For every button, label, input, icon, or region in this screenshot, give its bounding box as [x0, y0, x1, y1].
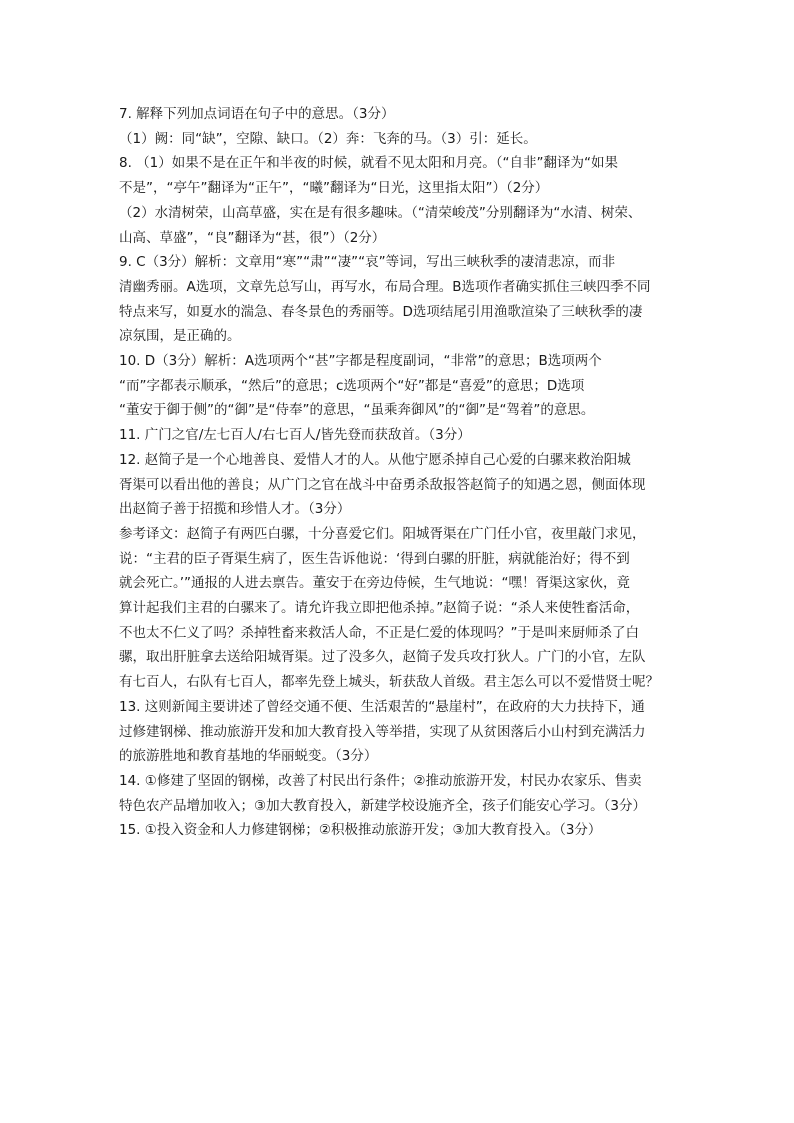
- text-line: 就会死亡。’”通报的人进去禀告。董安于在旁边侍候，生气地说：“嘿！胥渠这家伙，竟: [119, 575, 631, 592]
- text-line: 骡，取出肝脏拿去送给阳城胥渠。过了没多久，赵简子发兵攻打狄人。广门的小官，左队: [119, 649, 646, 666]
- text-line: 算计起我们主君的白骡来了。请允许我立即把他杀掉。”赵简子说：“杀人来使牲畜活命，: [119, 600, 640, 617]
- answer-text-block: [119, 102, 687, 843]
- text-line: 8. （1）如果不是在正午和半夜的时候，就看不见太阳和月亮。（“自非”翻译为“如果: [119, 155, 618, 172]
- text-line: 11. 广门之官/左七百人/右七百人/皆先登而获敌首。（3分）: [119, 427, 471, 444]
- text-line: 14. ①修建了坚固的钢梯，改善了村民出行条件；②推动旅游开发，村民办农家乐、售卖: [119, 772, 642, 789]
- text-line: 过修建钢梯、推动旅游开发和加大教育投入等举措，实现了从贫困落后小山村到充满活力: [119, 723, 646, 740]
- text-line: 10. D（3分）解析：A选项两个“甚”字都是程度副词，“非常”的意思；B选项两个: [119, 353, 602, 370]
- text-line: “董安于御于侧”的“御”是“侍奉”的意思，“虽乘奔御风”的“御”是“驾着”的意思。: [119, 402, 595, 419]
- text-line: 胥渠可以看出他的善良；从广门之官在战斗中奋勇杀敌报答赵简子的知遇之恩，侧面体现: [119, 476, 646, 493]
- text-line: 出赵简子善于招揽和珍惜人才。（3分）: [119, 501, 351, 518]
- text-line: 12. 赵简子是一个心地善良、爱惜人才的人。从他宁愿杀掉自己心爱的白骡来救治阳城: [119, 451, 631, 468]
- text-line: 特点来写，如夏水的湍急、春冬景色的秀丽等。D选项结尾引用渔歌渲染了三峡秋季的凄: [119, 303, 643, 320]
- text-line: 7. 解释下列加点词语在句子中的意思。（3分）: [119, 106, 395, 122]
- text-line: 清幽秀丽。A选项，文章先总写山，再写水，布局合理。B选项作者确实抓住三峡四季不同: [119, 278, 651, 295]
- text-line: 参考译文：赵简子有两匹白骡，十分喜爱它们。阳城胥渠在广门任小官，夜里敲门求见，: [119, 525, 646, 542]
- text-line: 说：“主君的臣子胥渠生病了，医生告诉他说：‘得到白骡的肝脏，病就能治好；得不到: [119, 550, 630, 567]
- text-line: 不是”，“亭午”翻译为“正午”，“曦”翻译为“日光，这里指太阳”）（2分）: [119, 180, 549, 197]
- text-line: 凉氛围，是正确的。: [119, 328, 241, 345]
- text-line: 9. C（3分）解析：文章用“寒”“肃”“凄”“哀”等词，写出三峡秋季的凄清悲凉，而非: [119, 254, 616, 271]
- text-line: 不也太不仁义了吗？杀掉牲畜来救活人命，不正是仁爱的体现吗？”于是叫来厨师杀了白: [119, 624, 639, 641]
- text-line: 山高、草盛”，“良”翻译为“甚，很”）（2分）: [119, 229, 386, 246]
- text-line: “而”字都表示顺承，“然后”的意思；c选项两个“好”都是“喜爱”的意思；D选项: [119, 377, 585, 394]
- text-line: （1）阙：同“缺”，空隙、缺口。（2）奔：飞奔的马。（3）引：延长。: [119, 130, 537, 147]
- text-line: 有七百人，右队有七百人，都率先登上城头，斩获敌人首级。君主怎么可以不爱惜贤士呢？: [119, 674, 659, 691]
- text-line: 13. 这则新闻主要讲述了曾经交通不便、生活艰苦的“悬崖村”，在政府的大力扶持下，通: [119, 698, 645, 715]
- text-line: 特色农产品增加收入；③加大教育投入，新建学校设施齐全，孩子们能安心学习。（3分）: [119, 797, 646, 814]
- text-line: 的旅游胜地和教育基地的华丽蜕变。（3分）: [119, 748, 378, 765]
- text-line: （2）水清树荣，山高草盛，实在是有很多趣味。（“清荣峻茂”分别翻译为“水清、树荣、: [119, 204, 642, 221]
- text-line: 15. ①投入资金和人力修建钢梯；②积极推动旅游开发；③加大教育投入。（3分）: [119, 822, 602, 839]
